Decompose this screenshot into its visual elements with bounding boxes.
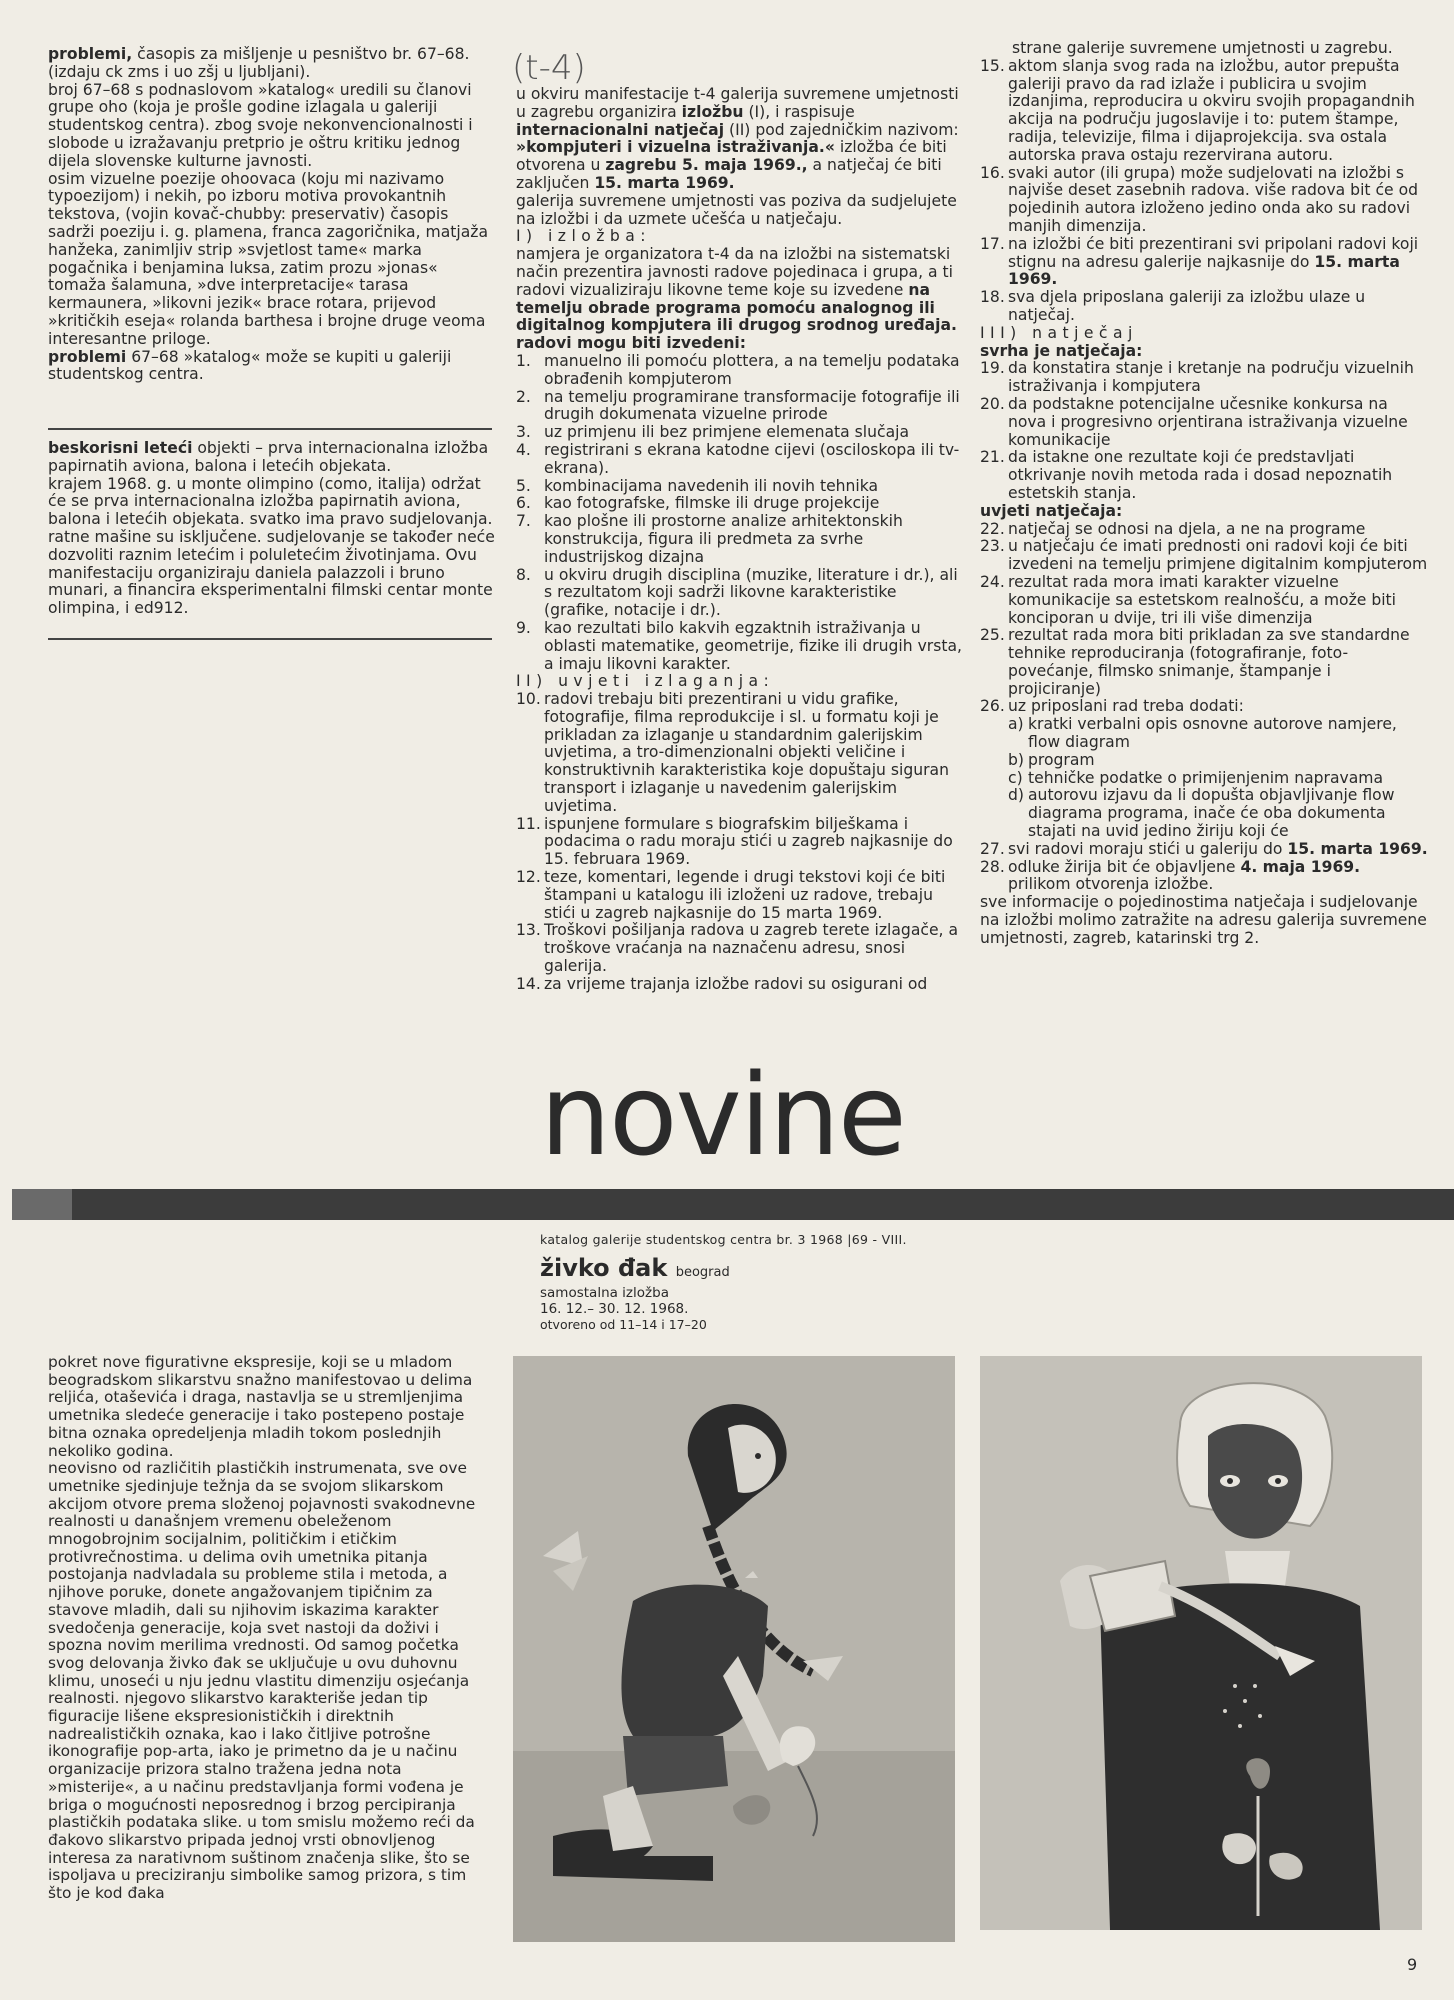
list-item-number: 1. (516, 351, 531, 370)
list-item-number: 8. (516, 565, 531, 584)
list-item-26-sub (980, 716, 1428, 841)
list-item (1008, 787, 1428, 840)
list-item (980, 698, 1428, 716)
list-item-number: 6. (516, 494, 531, 513)
masthead-bar (12, 1189, 1454, 1220)
list-item-text: autorovu izjavu da li dopušta objavljivanje flow diagrama programa, inače će oba dokumenta stajati na uvid jedino žiriju koji će (1028, 786, 1395, 841)
t4-intro (516, 86, 964, 193)
problemi-paragraph (48, 46, 496, 82)
section-1-sub-label: radovi mogu biti izvedeni: (516, 334, 747, 353)
list-item-number: c) (1008, 768, 1023, 787)
list-item (980, 396, 1428, 449)
list-item-number: d) (1008, 786, 1024, 805)
list-items-27-28 (980, 841, 1428, 894)
list-item-number: 13. (516, 921, 541, 940)
beskorisni-article (48, 440, 496, 618)
painting-woman-with-watering-can (980, 1356, 1422, 1930)
list-item-number: 10. (516, 690, 541, 709)
list-item-text: kao fotografske, filmske ili druge projekcije (544, 494, 880, 513)
list-item-number: 23. (980, 537, 1005, 556)
intro-text-3: (II) pod zajedničkim nazivom: (724, 120, 959, 139)
list-item-number: 12. (516, 868, 541, 887)
list-item (980, 360, 1428, 396)
list-item-number: 24. (980, 572, 1005, 591)
list-item-number: 22. (980, 519, 1005, 538)
t4-invitation: galerija suvremene umjetnosti vas poziva da sudjelujete na izložbi i da uzmete učešća u natječaju. (516, 191, 957, 228)
list-item-text: natječaj se odnosi na djela, a ne na programe (1008, 519, 1366, 538)
list-item-text: aktom slanja svog rada na izložbu, autor prepušta galeriji pravo da rad izlaže i publicira u svojim izdanjima, reproducira u okviru svojih propagandnih akcija na području jugoslavije i to: putem štampe, radija, televizije, filma i dijaprojekcija. sva ostala autorska prava ostaju rezervirana autoru. (1008, 56, 1415, 164)
list-item-text: da podstakne potencijalne učesnike konkursa na nova i progresivno orjentirana istraživanja vizuelne komunikacije (1008, 394, 1408, 449)
list-item-text: svaki autor (ili grupa) može sudjelovati na izložbi s najviše deset zasebnih radova. više radova bit će od pojedinih autora izloženo jedino onda ako su radovi manjih dimenzija. (1008, 163, 1419, 235)
section-1-text (516, 246, 964, 335)
list-item (516, 620, 964, 673)
closing-note: sve informacije o pojedinostima natječaja i sudjelovanje na izložbi molimo zatražite na adresu galerija suvremene umjetnosti, zagreb, katarinski trg 2. (980, 893, 1427, 947)
list-item (980, 58, 1428, 165)
problemi-lead: problemi, (48, 45, 133, 63)
list-item (516, 478, 964, 496)
intro-bold-3: »kompjuteri i vizuelna istraživanja.« (516, 138, 835, 157)
beskorisni-lead: beskorisni leteći (48, 439, 193, 457)
artist-name: živko đak (540, 1254, 668, 1282)
list-item (516, 442, 964, 478)
intro-bold-1: izložbu (681, 102, 744, 121)
item-28-bold: 4. maja 1969. (1240, 857, 1361, 876)
uvjeti-label (980, 503, 1428, 521)
list-items-15-18 (980, 58, 1428, 325)
novine-title: novine (540, 1051, 905, 1181)
list-item-number: 7. (516, 512, 531, 531)
list-item (516, 513, 964, 566)
list-item-number: 26. (980, 697, 1005, 716)
section-3-label: III) natječaj (980, 323, 1138, 342)
list-item (980, 236, 1428, 289)
list-item (980, 574, 1428, 627)
artist-city: beograd (675, 1265, 730, 1280)
list-item-number: 17. (980, 234, 1005, 253)
item-28-text: odluke žirija bit će objavljene (1008, 857, 1241, 876)
catalog-line: katalog galerije studentskog centra br. 3 1968 |69 - VIII. (540, 1232, 907, 1247)
item-28-text-2: prilikom otvorenja izložbe. (1008, 875, 1214, 894)
list-item-text: rezultat rada mora biti prikladan za sve standardne tehnike reproduciranja (fotografiranje, foto-povećanje, filmsko snimanje, štampanje i projiciranje) (1008, 626, 1410, 698)
list-item-number: 3. (516, 423, 531, 442)
intro-text-1: u okviru manifestacije t-4 galerija suvremene umjetnosti u zagrebu organizira (516, 85, 959, 121)
list-item (516, 869, 964, 922)
list-item (516, 353, 964, 389)
list-item (516, 976, 964, 994)
svrha-label (980, 343, 1428, 361)
list-item-text: kombinacijama navedenih ili novih tehnika (544, 476, 879, 495)
list-item-number: 18. (980, 288, 1005, 307)
exhibition-hours: otvoreno od 11–14 i 17–20 (540, 1317, 707, 1332)
list-item-number: 25. (980, 626, 1005, 645)
list-item-number: 9. (516, 618, 531, 637)
list-item (516, 816, 964, 869)
list-item-text: uz primjenu ili bez primjene elemenata slučaja (544, 423, 910, 442)
exhibition-type: samostalna izložba (540, 1285, 669, 1301)
problemi-paragraph-3: osim vizuelne poezije ohoovaca (koju mi nazivamo typoezijom) i nekih, po izboru motiva provokantnih tekstova, (vojin kovač-chubby: preservativ) časopis sadrži poeziju i. g. plamena, franca zagoričnika, matjaža hanžeka, zanimljiv strip »svjetlost tame« marka pogačnika i benjamina luksa, zatim prozu »jonas« tomaža šalamuna, »dve interpretacije« tarasa kermaunera, »likovni jezik« brace rotara, prijevod »kritičkih eseja« rolanda barthesa i brojne druge veoma interesantne priloge. (48, 169, 489, 348)
exhibition-info (540, 1285, 707, 1333)
list-item-number: 19. (980, 359, 1005, 378)
list-item-number: 16. (980, 163, 1005, 182)
section-1-body: namjera je organizatora t-4 da na izložbi na sistematski način prezentira javnosti radove pojedinaca i grupa, a ti radovi vizualiziraju likovne teme koje su izvedene (516, 245, 953, 299)
list-item-text: da istakne one rezultate koji će predstavljati otkrivanje novih metoda rada i dosad nepoznatih estetskih stanja. (1008, 448, 1393, 502)
column-divider-1 (48, 428, 492, 430)
list-item-text: tehničke podatke o primijenjenim napravama (1028, 768, 1384, 787)
page-number: 9 (1407, 1955, 1418, 1974)
section-1-bold: na temelju obrade programa pomoću analognog ili digitalnog kompjutera ili drugog srodnog uređaja. (516, 280, 957, 335)
list-item-text: kao plošne ili prostorne analize arhitektonskih konstrukcija, figura ili predmeta za svrhe industrijskog dizajna (544, 512, 903, 566)
list-item (1008, 716, 1428, 752)
list-item-text: kao rezultati bilo kakvih egzaktnih istraživanja u oblasti matematike, geometrije, fizike ili drugih vrsta, a imaju likovni karakter. (544, 618, 962, 673)
list-item (516, 567, 964, 620)
beskorisni-text: objekti – prva internacionalna izložba papirnatih aviona, balona i letećih objekata. (48, 439, 489, 475)
exhibition-dates: 16. 12.– 30. 12. 1968. (540, 1301, 689, 1317)
list-item-number: 2. (516, 387, 531, 406)
intro-text-4: izložba će biti otvorena u (516, 138, 947, 175)
review-paragraph-2: neovisno od različitih plastičkih instrumenata, sve ove umetnike sjedinjuje težnja da se svojom slikarskom akcijom otvore prema složenoj pojavnosti svakodnevne realnosti u današnjem vremenu obeleženom mnogobrojnim socijalnim, političkim i etičkim protivrečnostima. u delima ovih umetnika pitanja postojanja nadvladala su probleme stila i metoda, a njihove poruke, donete angažovanjem tipičnim za stavove mladih, dali su njihovim iskazima karakter svedočenja generacije, koja svet nastoji da doživi i spozna novim merilima vrednosti. Od samog početka svog delovanja živko đak se uključuje u ovu duhovnu klimu, unoseći u nju jednu vlastitu dimenziju osjećanja realnosti. njegovo slikarstvo karakteriše jedan tip figuracije lišene ekspresionističkih i direktnih nadrealističkih oznaka, kao i lako čitljive potrošne ikonografije pop-arta, iako je primetno da je u načinu organizacije prizora stalno tražena jedna nota »misterije«, a u načinu predstavljanja formi vođena je briga o mogućnosti neposrednog i brzog percipiranja plastičkih podataka slike. u tom smislu možemo reći da đakovo slikarstvo pripada jednoj vrsti obnovljenog interesa za narativnom suštinom značenja slike, što se ispoljava u preciziranju simbolike samog prizora, s tim što je kod đaka (48, 1459, 476, 1903)
list-item-number: b) (1008, 750, 1024, 769)
list-item-text: za vrijeme trajanja izložbe radovi su osigurani od (544, 974, 928, 993)
list-item (516, 922, 964, 975)
list-item (516, 424, 964, 442)
problemi-paragraph-2: broj 67–68 s podnaslovom »katalog« uredili su članovi grupe oho (koja je prošle godine izlagala u galeriji studentskog centra). zbog svoje nekonvencionalnosti i slobode u izražavanju pretprio je oštru kritiku jednog dijela slovenske kulturne javnosti. (48, 80, 473, 170)
list-item-number: 11. (516, 814, 541, 833)
column-left (48, 46, 496, 384)
list-item-text: na izložbi će biti prezentirani svi pripolani radovi koji stignu na adresu galerije najkasnije do (1008, 234, 1419, 271)
problemi-text: časopis za mišljenje u pesništvo br. 67–68. (izdaju ck zms i uo zšj u ljubljani). (48, 45, 470, 81)
list-item (516, 389, 964, 425)
list-item-text: uz priposlani rad treba dodati: (1008, 697, 1244, 716)
painting-woman-illustration (980, 1356, 1422, 1930)
list-item: 27. svi radovi moraju stići u galeriju do 15. marta 1969. (980, 839, 1428, 858)
review-article (48, 1354, 494, 1903)
item-27-bold: 15. marta 1969. (1287, 839, 1428, 858)
list-item (980, 538, 1428, 574)
intro-text-2: (I), i raspisuje (743, 102, 855, 121)
list-item-number: 14. (516, 974, 541, 993)
list-item-text: sva djela priposlana galeriji za izložbu ulaze u natječaj. (1008, 288, 1366, 324)
problemi-lead-2: problemi (48, 347, 127, 366)
list-svrha (980, 360, 1428, 502)
intro-bold-4: zagrebu 5. maja 1969., (605, 156, 808, 175)
column-right (980, 40, 1428, 948)
list-item (1008, 752, 1428, 770)
list-item-text: teze, komentari, legende i drugi tekstovi koji će biti štampani u katalogu ili izloženi uz radove, trebaju stići u zagreb najkasnije do 15 marta 1969. (544, 868, 946, 922)
list-item-text: kratki verbalni opis osnovne autorove namjere, flow diagram (1028, 715, 1397, 752)
uvjeti-label-text: uvjeti natječaja: (980, 501, 1123, 520)
list-item-bold: 15. marta 1969. (1008, 252, 1400, 289)
problemi-text-4: 67–68 »katalog« može se kupiti u galeriji studentskog centra. (48, 347, 452, 384)
list-item-text: rezultat rada mora imati karakter vizuelne komunikacije sa estetskom realnošću, a može biti konciporan u dvije, tri ili više dimenzija (1008, 572, 1396, 627)
list-item (980, 627, 1428, 698)
list-item-number: 20. (980, 394, 1005, 413)
list-item-text: Troškovi pošiljanja radova u zagreb terete izlagače, a troškove vraćanja na naznačenu adresu, snosi galerija. (544, 921, 959, 976)
column-divider-2 (48, 638, 492, 640)
list-item-text: radovi trebaju biti prezentirani u vidu grafike, fotografije, filma reprodukcije i sl. u formatu koji je prikladan za izlaganje u standardnim galerijskim uvjetima, a tro-dimenzionalni objekti veličine i konstruktivnih karakteristika koje dopuštaju siguran transport i izlaganje u navedenim galerijskim uvjetima. (544, 690, 949, 815)
beskorisni-paragraph-2: krajem 1968. g. u monte olimpino (como, italija) održat će se prva internacionalna izložba papirnatih aviona, balona i letećih objekata. svatko ima pravo sudjelovanja. ratne mašine su isključene. sudjelovanje se također neće dozvoliti raznim letećim i poluletećim životinjama. Ovu manifestaciju organiziraju daniela palazzoli i bruno munari, a financira eksperimentalni filmski centar monte olimpina, i ed912. (48, 474, 495, 618)
t4-heading: (t-4) (512, 48, 586, 88)
list-item (516, 495, 964, 513)
list-item (980, 289, 1428, 325)
problemi-paragraph-4 (48, 349, 496, 385)
list-izvedeni (516, 353, 964, 673)
intro-text-5: a natječaj će biti zaključen (516, 156, 942, 192)
section-1-label: I) izložba: (516, 227, 651, 246)
list-item (1008, 770, 1428, 788)
list-item-text: ispunjene formulare s biografskim bilješkama i podacima o radu moraju stići u zagreb najkasnije do 15. februara 1969. (544, 814, 953, 869)
list-item-text: na temelju programirane transformacije fotografije ili drugih dokumenata vizuelne prirode (544, 387, 960, 424)
section-2-label: II) uvjeti izlaganja: (516, 672, 775, 691)
list-item-text: u okviru drugih disciplina (muzike, literature i dr.), ali s rezultatom koji sadrži likovne karakteristike (grafike, notacije i dr.). (544, 565, 958, 620)
painting-girl-with-flower (513, 1356, 955, 1942)
list-uvjeti-izlaganja (516, 691, 964, 994)
list-item (980, 521, 1428, 539)
list-item (516, 691, 964, 816)
review-paragraph-1: pokret nove figurativne ekspresije, koji se u mladom beogradskom slikarstvu snažno manifestovao u delima reljića, otaševića i draga, nastavlja se u stremljenjima umetnika sledeće generacije i tako postepeno postaje bitna oznaka opredeljenja mladih tokom poslednjih nekoliko godina. (48, 1353, 473, 1460)
svrha-label-text: svrha je natječaja: (980, 341, 1143, 360)
continued-text: strane galerije suvremene umjetnosti u zagrebu. (1012, 39, 1393, 57)
list-item-text: da konstatira stanje i kretanje na području vizuelnih istraživanja i kompjutera (1008, 359, 1414, 396)
list-item-number: 21. (980, 448, 1005, 467)
beskorisni-paragraph (48, 440, 496, 476)
section-1-sub (516, 335, 964, 353)
list-item-text: registrirani s ekrana katodne cijevi (osciloskopa ili tv-ekrana). (544, 440, 960, 477)
list-item: 28. odluke žirija bit će objavljene 4. maja 1969. prilikom otvorenja izložbe. (980, 857, 1361, 894)
painting-girl-illustration (513, 1356, 955, 1942)
list-item-number: 15. (980, 56, 1005, 75)
intro-bold-2: internacionalni natječaj (516, 120, 725, 139)
item-27-text: svi radovi moraju stići u galeriju do (1008, 839, 1288, 858)
list-item-text: manuelno ili pomoću plottera, a na temelju podataka obrađenih kompjuterom (544, 351, 960, 388)
intro-bold-5: 15. marta 1969. (594, 173, 735, 192)
list-item (980, 165, 1428, 236)
list-item-number: 5. (516, 476, 531, 495)
column-middle (516, 86, 964, 994)
list-item-text: program (1028, 750, 1095, 769)
list-item-text: u natječaju će imati prednosti oni radovi koji će biti izvedeni na temelju primjene digitalnim kompjuterom (1008, 537, 1428, 574)
list-item-number: a) (1008, 715, 1024, 734)
list-item (980, 449, 1428, 502)
list-item-number: 4. (516, 440, 531, 459)
artist-heading (540, 1254, 730, 1282)
list-uvjeti (980, 521, 1428, 717)
